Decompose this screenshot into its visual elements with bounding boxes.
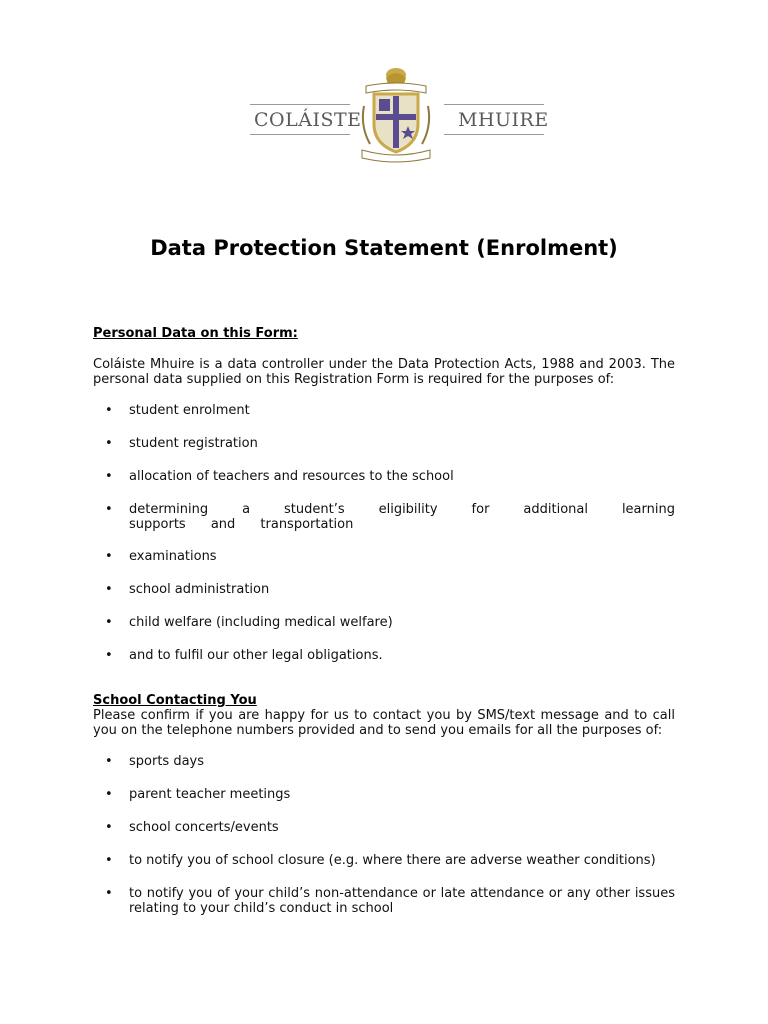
list-item-text: student registration [129, 436, 258, 451]
section2-intro-line2: you on the telephone numbers provided and to send you emails for all the purposes of: [93, 723, 663, 738]
document-title: Data Protection Statement (Enrolment) [150, 236, 618, 260]
logo-right-rule-bottom [444, 134, 544, 135]
logo-right-word: MHUIRE [458, 109, 549, 131]
logo-left-rule-bottom [250, 134, 350, 135]
list-item [93, 820, 675, 835]
bullet-icon: • [105, 582, 113, 597]
list-item [93, 754, 675, 769]
school-crest-icon [356, 66, 436, 166]
section1-intro-line2: personal data supplied on this Registration Form is required for the purposes of: [93, 372, 615, 387]
bullet-icon: • [105, 853, 113, 868]
list-item [93, 886, 675, 916]
bullet-icon: • [105, 615, 113, 630]
list-item-text: sports days [129, 754, 205, 769]
list-item [93, 615, 675, 630]
list-item [93, 648, 675, 663]
list-item [93, 787, 675, 802]
list-item-text: parent teacher meetings [129, 787, 291, 802]
bullet-icon: • [105, 754, 113, 769]
list-item [93, 469, 675, 484]
bullet-icon: • [105, 403, 113, 418]
list-item-text: and to fulfil our other legal obligations. [129, 648, 383, 663]
list-item-text: student enrolment [129, 403, 250, 418]
section2-intro [93, 708, 675, 738]
list-item [93, 853, 675, 868]
section1-intro [93, 357, 675, 387]
list-item-text: determining a student’s eligibility for additional learning supports and transportation [129, 502, 675, 532]
section-heading-school-contacting: School Contacting You [93, 693, 257, 708]
bullet-icon: • [105, 502, 113, 517]
list-item-text: school administration [129, 582, 270, 597]
list-item-text: child welfare (including medical welfare) [129, 615, 393, 630]
list-item-text: examinations [129, 549, 217, 564]
list-item-text: allocation of teachers and resources to the school [129, 469, 454, 484]
list-item-text: to notify you of your child’s non-attendance or late attendance or any other issues relating to your child’s conduct in school [129, 886, 675, 916]
bullet-icon: • [105, 549, 113, 564]
logo-right-rule-top [444, 104, 544, 105]
bullet-icon: • [105, 787, 113, 802]
school-logo [246, 66, 549, 166]
section-heading-personal-data: Personal Data on this Form: [93, 326, 298, 341]
bullet-icon: • [105, 469, 113, 484]
list-item-text: school concerts/events [129, 820, 279, 835]
bullet-icon: • [105, 436, 113, 451]
list-item-text: to notify you of school closure (e.g. where there are adverse weather conditions) [129, 853, 656, 868]
bullet-icon: • [105, 648, 113, 663]
list-item [93, 403, 675, 418]
bullet-icon: • [105, 820, 113, 835]
section2-intro-line1: Please confirm if you are happy for us to contact you by SMS/text message and to call [93, 708, 675, 723]
bullet-icon: • [105, 886, 113, 901]
list-item [93, 582, 675, 597]
list-item [93, 502, 675, 532]
list-item [93, 549, 675, 564]
list-item [93, 436, 675, 451]
logo-left-rule-top [250, 104, 350, 105]
logo-left-word: COLÁISTE [254, 109, 362, 131]
section1-intro-line1: Coláiste Mhuire is a data controller under the Data Protection Acts, 1988 and 2003. The [93, 357, 675, 372]
